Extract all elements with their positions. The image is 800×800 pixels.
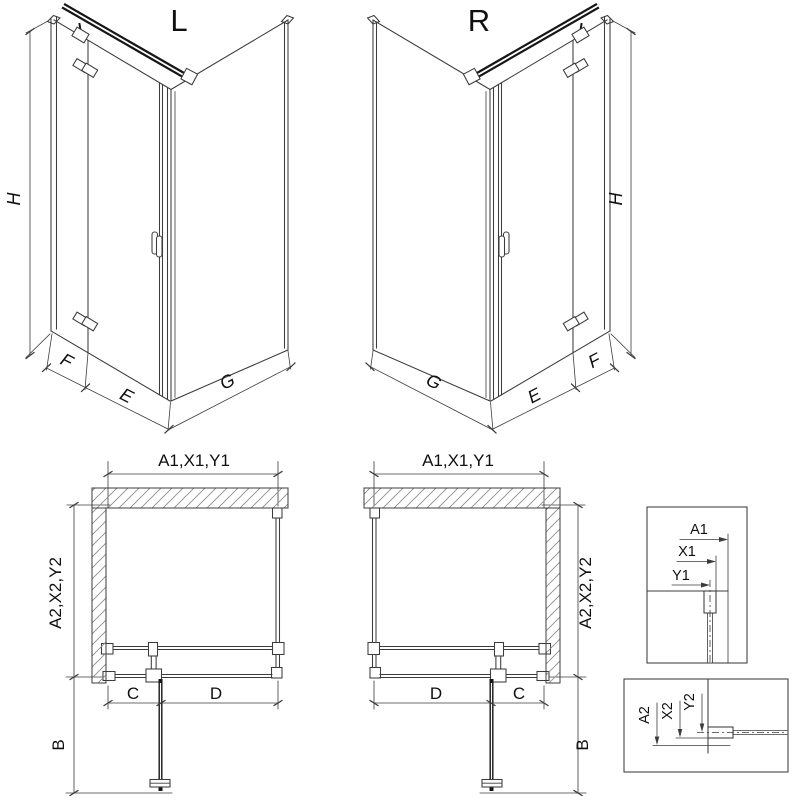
detail-inset-width (647, 507, 747, 663)
plan-right-dim-width: A1,X1,Y1 (422, 451, 494, 470)
plan-left-dim-depth: A2,X2,Y2 (46, 557, 65, 629)
plan-right-dim-c: C (512, 684, 526, 703)
plan-left-dim-c: C (126, 684, 140, 703)
plan-right-walls (364, 488, 560, 683)
door-handle (152, 232, 162, 257)
plan-left-walls (92, 488, 288, 683)
iso-left-dim-door: E (116, 384, 137, 408)
detail-inset-depth (624, 679, 788, 772)
door-hinges (73, 59, 98, 331)
detail-width-dim-a1: A1 (690, 522, 708, 538)
detail-depth-dim-y2: Y2 (682, 693, 698, 711)
iso-left-dim-side: G (216, 369, 239, 394)
iso-left-label: L (170, 3, 188, 38)
bar-wall-bracket (72, 27, 89, 43)
iso-right-dim-side: G (422, 369, 445, 394)
detail-width-dim-y1: Y1 (672, 568, 690, 584)
iso-left-dim-fixed: F (57, 349, 77, 373)
iso-right-dim-fixed: F (584, 349, 604, 373)
iso-right-label: R (467, 3, 491, 38)
plan-left-dim-d: D (209, 684, 223, 703)
plan-left-dim-width: A1,X1,Y1 (158, 451, 230, 470)
plan-right-dim-depth: A2,X2,Y2 (576, 557, 595, 629)
plan-right-dim-door-swing: B (573, 739, 592, 751)
iso-left-dim-height: H (4, 192, 24, 206)
plan-right-dim-d: D (429, 684, 443, 703)
detail-depth-dim-x2: X2 (660, 702, 676, 720)
detail-depth-dim-a2: A2 (637, 706, 653, 724)
detail-width-dim-x1: X1 (678, 544, 696, 560)
plan-left-dim-door-swing: B (49, 739, 68, 751)
iso-right-dim-height: H (606, 192, 626, 206)
iso-right-dim-door: E (524, 384, 545, 408)
